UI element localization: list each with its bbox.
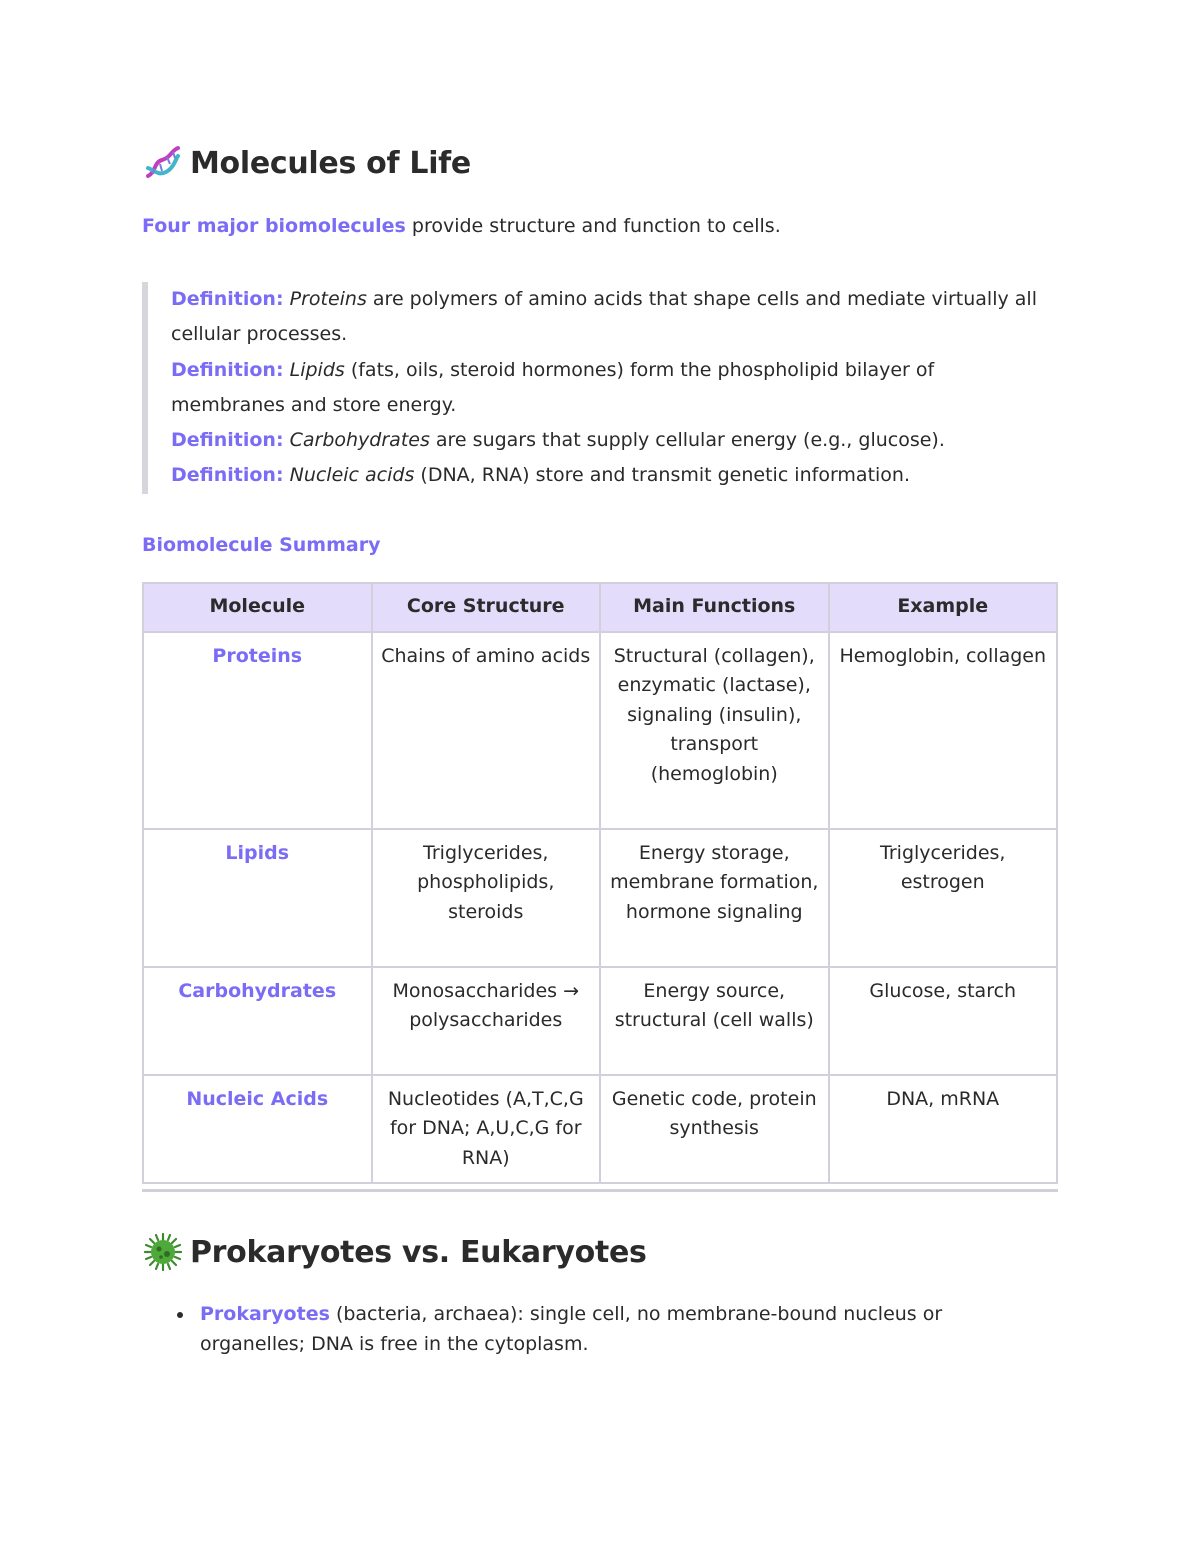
table-title: Biomolecule Summary <box>142 534 381 556</box>
intro-paragraph <box>142 215 781 237</box>
definitions-blockquote <box>142 282 1052 494</box>
definition-text: (DNA, RNA) store and transmit genetic information. <box>414 464 911 487</box>
intro-highlight: Four major biomolecules <box>142 215 406 237</box>
molecule-name-cell: Carbohydrates <box>143 967 372 1075</box>
table-cell: Nucleotides (A,T,C,G for DNA; A,U,C,G for RNA) <box>372 1075 601 1184</box>
table-cell: DNA, mRNA <box>829 1075 1058 1184</box>
table-cell: Energy source, structural (cell walls) <box>600 967 829 1075</box>
horizontal-divider <box>142 1189 1058 1192</box>
table-row <box>143 967 1057 1075</box>
table-header-cell: Main Functions <box>600 583 829 632</box>
table-cell: Monosaccharides → polysaccharides <box>372 967 601 1075</box>
molecule-name-cell: Proteins <box>143 632 372 829</box>
table-cell: Structural (collagen), enzymatic (lactase), signaling (insulin), transport (hemoglobin) <box>600 632 829 829</box>
table-header-cell: Example <box>829 583 1058 632</box>
definition-label: Definition: <box>171 464 284 487</box>
table-row <box>143 632 1057 829</box>
definition-label: Definition: <box>171 288 284 310</box>
microbe-icon <box>142 1231 184 1273</box>
definition-item <box>171 458 1052 493</box>
table-header-cell: Molecule <box>143 583 372 632</box>
definition-text: (fats, oils, steroid hormones) form the phospholipid bilayer of membranes and store energy. <box>171 358 935 416</box>
definition-term: Proteins <box>289 288 367 310</box>
dna-icon <box>142 142 184 184</box>
table-row <box>143 829 1057 967</box>
table-cell: Chains of amino acids <box>372 632 601 829</box>
molecule-name-cell: Lipids <box>143 829 372 967</box>
biomolecule-summary-table <box>142 582 1058 1184</box>
molecule-name-cell: Nucleic Acids <box>143 1075 372 1184</box>
definition-item <box>171 423 1052 458</box>
section-title-text: Molecules of Life <box>190 145 471 181</box>
definition-term: Lipids <box>289 358 345 381</box>
definition-item <box>171 353 1052 424</box>
table-cell: Energy storage, membrane formation, hormone signaling <box>600 829 829 967</box>
definition-label: Definition: <box>171 429 284 452</box>
bullet-text: (bacteria, archaea): single cell, no membrane-bound nucleus or organelles; DNA is free in the cytoplasm. <box>200 1303 943 1355</box>
prokaryote-bullet-list <box>142 1299 1022 1359</box>
table-cell: Genetic code, protein synthesis <box>600 1075 829 1184</box>
intro-text: provide structure and function to cells. <box>405 215 781 237</box>
table-header-row <box>143 583 1057 632</box>
table-row <box>143 1075 1057 1184</box>
table-header-cell: Core Structure <box>372 583 601 632</box>
definition-item <box>171 282 1052 353</box>
table-cell: Triglycerides, phospholipids, steroids <box>372 829 601 967</box>
bullet-dot <box>177 1312 183 1318</box>
bullet-term: Prokaryotes <box>200 1303 330 1325</box>
definition-text: are polymers of amino acids that shape cells and mediate virtually all cellular processes. <box>171 288 1037 346</box>
definition-term: Carbohydrates <box>289 429 430 452</box>
definition-label: Definition: <box>171 358 284 381</box>
definition-term: Nucleic acids <box>289 464 415 487</box>
table-cell: Triglycerides, estrogen <box>829 829 1058 967</box>
section-title-molecules <box>142 142 471 184</box>
list-item <box>142 1299 1022 1359</box>
section-title-prokaryotes <box>142 1231 647 1273</box>
table-cell: Hemoglobin, collagen <box>829 632 1058 829</box>
definition-text: are sugars that supply cellular energy (e.g., glucose). <box>429 429 945 452</box>
table-cell: Glucose, starch <box>829 967 1058 1075</box>
section-title-text: Prokaryotes vs. Eukaryotes <box>190 1234 647 1270</box>
